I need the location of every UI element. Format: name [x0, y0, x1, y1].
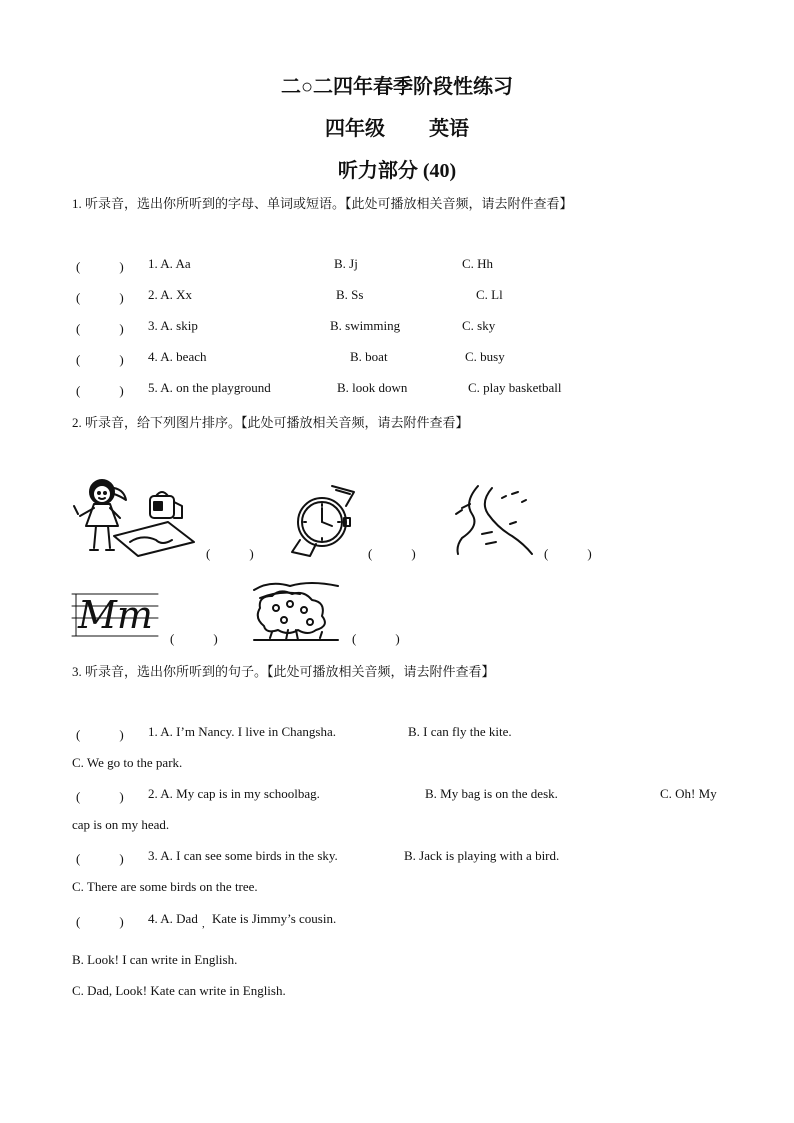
answer-blank[interactable]: ( ) — [76, 290, 124, 305]
girl-drawing-icon — [72, 476, 196, 558]
option-b: B. My bag is on the desk. — [425, 786, 558, 801]
grade-subject-line — [0, 112, 794, 141]
listening-part-heading: 听力部分 (40) — [337, 160, 457, 182]
option-c: C. busy — [465, 349, 505, 364]
option-a: 5. A. on the playground — [148, 380, 271, 395]
option-c-continued: cap is on my head. — [72, 817, 170, 832]
order-blank-5[interactable]: ( ) — [352, 631, 400, 646]
option-b: B. swimming — [330, 318, 401, 333]
answer-blank[interactable]: ( ) — [76, 383, 124, 398]
option-a: 2. A. My cap is in my schoolbag. — [148, 786, 320, 801]
order-blank-4[interactable]: ( ) — [170, 631, 218, 646]
watch-icon — [286, 484, 362, 558]
option-a-continued: Kate is Jimmy’s cousin. — [212, 911, 337, 926]
option-b: B. Jj — [334, 256, 358, 271]
letter-card-text: Mm — [78, 593, 153, 637]
option-c: C. play basketball — [468, 380, 562, 395]
option-c: C. Hh — [462, 256, 494, 271]
option-a: 1. A. I’m Nancy. I live in Changsha. — [148, 724, 336, 739]
comma-mark: , — [202, 918, 205, 930]
option-a: 2. A. Xx — [148, 287, 193, 302]
option-b: B. look down — [337, 380, 408, 395]
answer-blank[interactable]: ( ) — [76, 321, 124, 336]
answer-blank[interactable]: ( ) — [76, 789, 124, 804]
option-b: B. Look! I can write in English. — [72, 952, 238, 967]
answer-blank[interactable]: ( ) — [76, 914, 124, 929]
option-c: C. There are some birds on the tree. — [72, 879, 258, 894]
option-c: C. Oh! My — [660, 786, 717, 801]
option-c: C. Ll — [476, 287, 503, 302]
tree-icon — [250, 578, 342, 642]
answer-blank[interactable]: ( ) — [76, 259, 124, 274]
option-a: 4. A. Dad — [148, 911, 198, 926]
option-a: 4. A. beach — [148, 349, 207, 364]
option-b: B. I can fly the kite. — [408, 724, 512, 739]
river-icon — [452, 484, 534, 556]
option-a: 3. A. I can see some birds in the sky. — [148, 848, 338, 863]
answer-blank[interactable]: ( ) — [76, 727, 124, 742]
option-b: B. boat — [350, 349, 388, 364]
section2-instruction: 2. 听录音，给下列图片排序。【此处可播放相关音频，请去附件查看】 — [72, 415, 469, 430]
option-c: C. We go to the park. — [72, 755, 183, 770]
subject-label: 英语 — [429, 118, 469, 140]
section1-instruction: 1. 听录音，选出你所听到的字母、单词或短语。【此处可播放相关音频，请去附件查看】 — [72, 196, 573, 211]
section3-instruction: 3. 听录音，选出你所听到的句子。【此处可播放相关音频，请去附件查看】 — [72, 664, 495, 679]
option-a: 1. A. Aa — [148, 256, 191, 271]
answer-blank[interactable]: ( ) — [76, 851, 124, 866]
order-blank-3[interactable]: ( ) — [544, 546, 592, 561]
exam-title: 二○二四年春季阶段性练习 — [280, 76, 514, 98]
option-a: 3. A. skip — [148, 318, 198, 333]
option-c: C. sky — [462, 318, 496, 333]
letter-m-icon — [72, 584, 162, 640]
answer-blank[interactable]: ( ) — [76, 352, 124, 367]
option-b: B. Jack is playing with a bird. — [404, 848, 560, 863]
grade-label: 四年级 — [325, 118, 385, 140]
option-b: B. Ss — [336, 287, 364, 302]
order-blank-1[interactable]: ( ) — [206, 546, 254, 561]
order-blank-2[interactable]: ( ) — [368, 546, 416, 561]
option-c: C. Dad, Look! Kate can write in English. — [72, 983, 286, 998]
